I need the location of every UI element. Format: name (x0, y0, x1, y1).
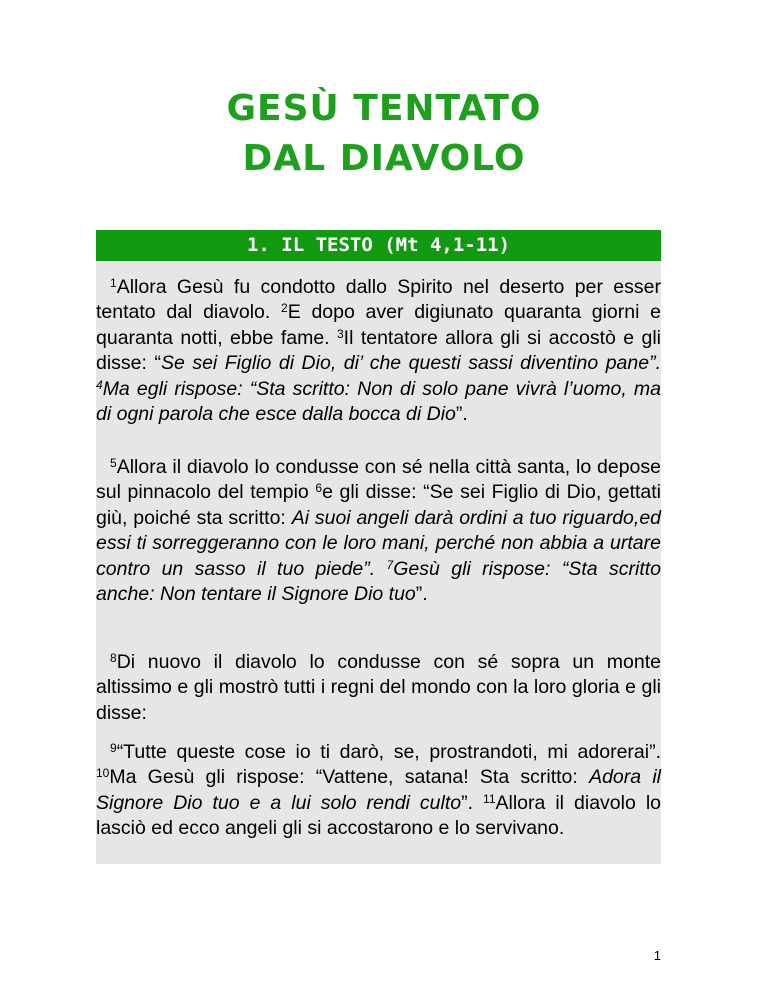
quoted-text: Ai suoi angeli darà ordini a tuo riguardo,ed essi ti sorreggeranno con le loro mani, perché non abbia a urtare contro un sasso il tuo piede”. (96, 506, 662, 580)
verse-number: 2 (281, 301, 288, 316)
paragraph-1 (96, 275, 661, 427)
text-run: Il tentatore allora gli si accostò e gli disse: “ (96, 326, 661, 375)
title-line-2: DAL DIAVOLO (242, 138, 526, 179)
text-run: ”. (455, 403, 468, 426)
paragraph-4 (96, 740, 661, 842)
paragraph-3 (96, 650, 661, 726)
text-run: Allora il diavolo lo condusse con sé nella città santa, lo depose sul pinnacolo del tempio (96, 456, 661, 504)
verse-number: 9 (110, 741, 117, 755)
document-title (0, 84, 768, 184)
text-run: “Tutte queste cose io ti darò, se, prostrandoti, mi adorerai”. (116, 741, 661, 763)
quoted-text: Adora il Signore Dio tuo e a lui solo rendi culto (96, 766, 661, 814)
text-run: Allora Gesù fu condotto dallo Spirito nel deserto per esser tentato dal diavolo. (96, 276, 661, 324)
verse-number: 3 (336, 326, 344, 341)
verse-number: 7 (386, 557, 394, 572)
text-run: ”. (415, 583, 428, 606)
text-run: Di nuovo il diavolo lo condusse con sé sopra un monte altissimo e gli mostrò tutti i regni del mondo con la loro gloria e gli disse: (96, 651, 661, 724)
text-run: ”. (461, 791, 484, 814)
text-run: E dopo aver digiunato quaranta giorni e quaranta notti, ebbe fame. (96, 301, 662, 349)
paragraph-2 (96, 455, 661, 607)
verse-number: 4 (96, 377, 103, 392)
verse-number: 5 (110, 456, 117, 470)
text-run: Ma Gesù gli rispose: “Vattene, satana! Sta scritto: (109, 766, 590, 789)
page-number: 1 (653, 948, 661, 963)
quoted-text: Gesù gli rispose: “Sta scritto anche: Non tentare il Signore Dio tuo (96, 557, 661, 606)
quoted-text: Se sei Figlio di Dio, di’ che questi sassi diventino pane”. (160, 352, 661, 375)
section-heading: 1. IL TESTO (Mt 4,1-11) (96, 230, 661, 261)
verse-number: 10 (96, 766, 110, 781)
quoted-text: Ma egli rispose: “Sta scritto: Non di solo pane vivrà l’uomo, ma di ogni parola che esce dalla bocca di Dio (96, 377, 661, 426)
verse-number: 11 (483, 791, 496, 806)
verse-number: 8 (110, 651, 117, 665)
text-run: Allora il diavolo lo lasciò ed ecco angeli gli si accostarono e lo servivano. (96, 791, 661, 840)
text-run: e gli disse: “Se sei Figlio di Dio, gettati giù, poiché sta scritto: (96, 481, 662, 529)
verse-number: 6 (315, 481, 323, 496)
title-line-1: GESÙ TENTATO (226, 88, 542, 129)
verse-number: 1 (110, 276, 117, 290)
